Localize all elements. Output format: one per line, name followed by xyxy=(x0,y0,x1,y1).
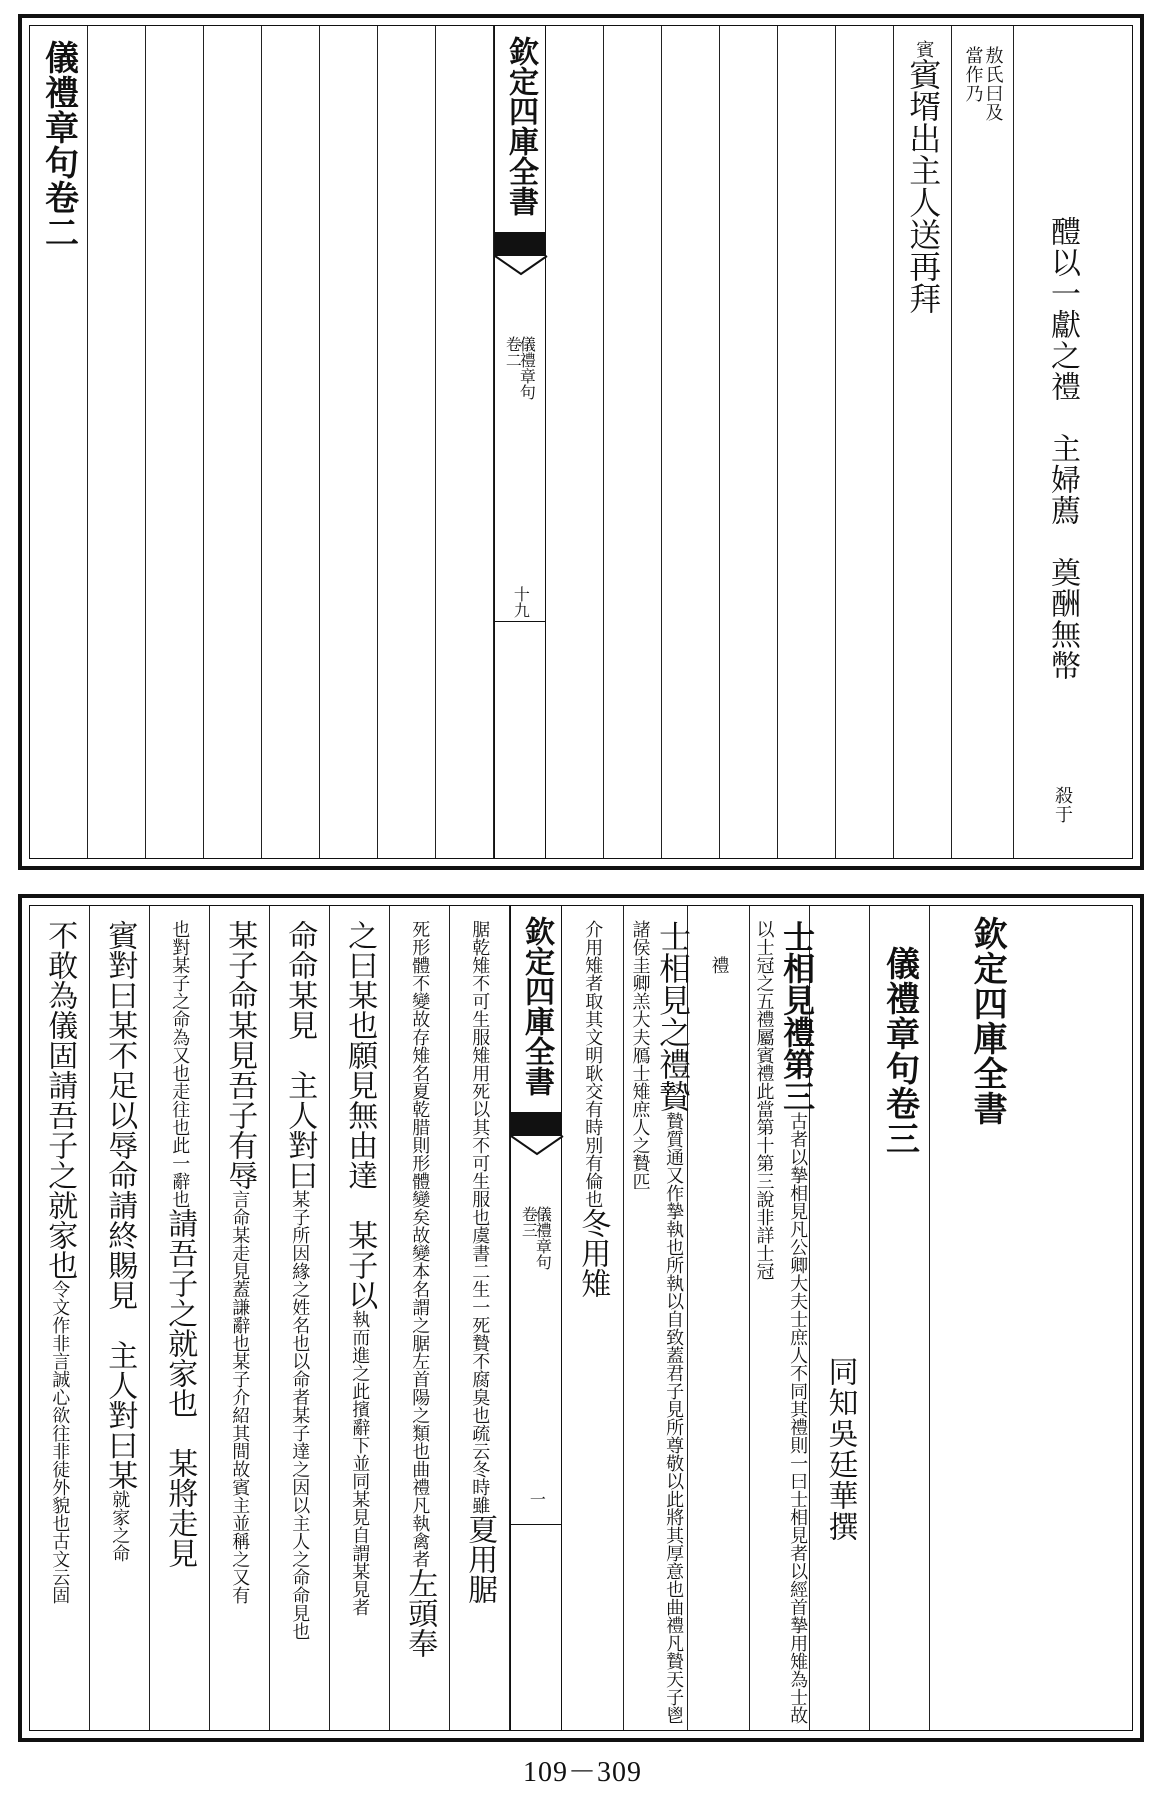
text-column-10 xyxy=(150,906,210,1730)
annotation-line-2: 當作乃 xyxy=(962,46,984,103)
column-3 xyxy=(622,920,693,1740)
center-fold xyxy=(494,26,546,858)
main-text: 請吾子之就家也 某將走見 xyxy=(162,1208,198,1568)
empty-column xyxy=(836,26,894,858)
annotation: 某子所因緣之姓名也以命者某子達之因以主人之命命見也 xyxy=(289,1190,311,1640)
volume-title-column xyxy=(870,906,930,1730)
top-page xyxy=(18,14,1144,870)
annotation: 令文作非言誠心欲往非徒外貌也古文云固 xyxy=(49,1280,71,1604)
annotation: 死形體不變故存雉名夏乾腊則形體變矣故變本名謂之腒左首陽之類也曲禮凡執禽者 xyxy=(409,920,431,1568)
annotation: 腒乾雉不可生服雉用死以其不可生服也虞書二生一死贄不腐臭也疏云冬時雖 xyxy=(469,920,491,1514)
main-text: 賓壻出主人送再拜 xyxy=(904,58,943,314)
empty-column xyxy=(88,26,146,858)
column-10 xyxy=(164,920,196,1740)
fold-rule xyxy=(495,621,545,622)
fold-header: 欽定四庫全書 xyxy=(519,916,554,1096)
page-number: 109－309 xyxy=(522,1757,642,1788)
text-column-8 xyxy=(270,906,330,1730)
text-column-9 xyxy=(210,906,270,1730)
text-column-1 xyxy=(750,906,817,1730)
empty-column xyxy=(262,26,320,858)
column-2: 禮 xyxy=(708,956,730,975)
column-9 xyxy=(224,920,256,1740)
main-text: 命命某見 主人對曰 xyxy=(282,920,318,1190)
main-text: 不敢為儀固請吾子之就家也 xyxy=(42,920,78,1280)
annotation: 介用雉者取其文明耿交有時別有倫也 xyxy=(582,920,604,1208)
column-4 xyxy=(577,920,609,1740)
empty-column xyxy=(436,26,494,858)
author-line: 同知吳廷華撰 xyxy=(822,1356,858,1542)
annotation: 執而進之此擯辭下並同某見自謂某見者 xyxy=(349,1310,371,1616)
fish-tail-notch xyxy=(511,1136,563,1156)
annotation: 言命某走見蓋謙辭也某子介紹其間故賓主並稱之又有 xyxy=(229,1190,251,1604)
empty-column xyxy=(378,26,436,858)
fold-folio: 十九 xyxy=(511,586,531,618)
text-column-11 xyxy=(90,906,150,1730)
column-6 xyxy=(404,920,436,1740)
text-column-guest-leaves xyxy=(894,26,952,858)
annotation: 就家之命 xyxy=(109,1490,131,1562)
column-7 xyxy=(344,920,376,1740)
annotation: 贄質通又作摯執也所執以自致蓋君子見所尊敬以此將其厚意也曲禮凡贄天子鬯諸侯圭卿羔大夫鴈士雉庶人之贄匹 xyxy=(629,920,685,1724)
fish-tail-mark xyxy=(495,232,545,256)
fold-volume: 卷三 xyxy=(519,1206,539,1238)
text-column-li xyxy=(1014,26,1134,858)
column-11 xyxy=(104,920,136,1740)
fold-rule xyxy=(511,1524,561,1525)
text-column-3 xyxy=(624,906,693,1730)
text-column-7 xyxy=(330,906,390,1730)
annotation-pair xyxy=(964,46,1002,122)
bottom-page xyxy=(18,894,1144,1742)
annotation-bin: 賓 xyxy=(913,40,935,58)
annotation: 也對某子之命為又也走往也此一辭也 xyxy=(169,920,191,1208)
empty-column xyxy=(720,26,778,858)
header-column xyxy=(930,906,1134,1730)
empty-column xyxy=(662,26,720,858)
text-column-ceremony xyxy=(952,26,1014,858)
main-text: 賓對曰某不足以辱命請終賜見 主人對曰某 xyxy=(102,920,138,1490)
column-8 xyxy=(284,920,316,1740)
main-text-li: 醴以一獻之禮 主婦薦 奠酬無幣 xyxy=(1045,216,1080,681)
fold-book-name: 儀禮章句 xyxy=(517,336,537,400)
volume-end-title: 儀禮章句卷二 xyxy=(38,40,79,250)
text-column-6 xyxy=(390,906,450,1730)
empty-column xyxy=(204,26,262,858)
empty-column xyxy=(546,26,604,858)
top-page-frame xyxy=(29,25,1133,859)
column-1 xyxy=(746,920,817,1740)
empty-column xyxy=(604,26,662,858)
column-12 xyxy=(44,920,76,1740)
main-text: 左頭奉 xyxy=(402,1568,438,1658)
collection-header: 欽定四庫全書 xyxy=(967,916,1008,1126)
empty-column xyxy=(146,26,204,858)
main-text: 夏用腒 xyxy=(462,1514,498,1604)
author-column xyxy=(810,906,870,1730)
fold-volume: 卷二 xyxy=(503,336,523,368)
text-column-5 xyxy=(450,906,510,1730)
main-text: 士相見之禮贄 xyxy=(654,920,693,1112)
volume-title: 儀禮章句卷三 xyxy=(879,946,920,1156)
text-column-12 xyxy=(30,906,90,1730)
bottom-page-frame xyxy=(29,905,1133,1731)
main-text: 之曰某也願見無由達 某子以 xyxy=(342,920,378,1310)
fold-book-name: 儀禮章句 xyxy=(533,1206,553,1270)
annotation: 古者以摯相見凡公卿大夫士庶人不同其禮則一曰士相見者以經首摯用雉為士故以士冠之五禮屬賓禮此當第十第三說非詳士冠 xyxy=(753,920,809,1724)
text-guest-leaves xyxy=(904,40,943,860)
fold-header: 欽定四庫全書 xyxy=(503,36,538,216)
main-text: 某子命某見吾子有辱 xyxy=(222,920,258,1190)
annotation-line-1: 敖氏曰及 xyxy=(982,46,1004,122)
column-5 xyxy=(464,920,496,1740)
text-column-4 xyxy=(562,906,624,1730)
volume-end-title-column xyxy=(30,26,88,858)
center-fold xyxy=(510,906,562,1730)
text-column-2 xyxy=(688,906,750,1730)
fish-tail-notch xyxy=(495,256,547,276)
chapter-heading: 士相見禮第三 xyxy=(778,920,817,1112)
main-text: 冬用雉 xyxy=(575,1208,611,1298)
tail-annotation: 殺于 xyxy=(1052,786,1073,824)
fold-folio: 一 xyxy=(527,1491,547,1507)
empty-column xyxy=(778,26,836,858)
empty-column xyxy=(320,26,378,858)
fish-tail-mark xyxy=(511,1112,561,1136)
